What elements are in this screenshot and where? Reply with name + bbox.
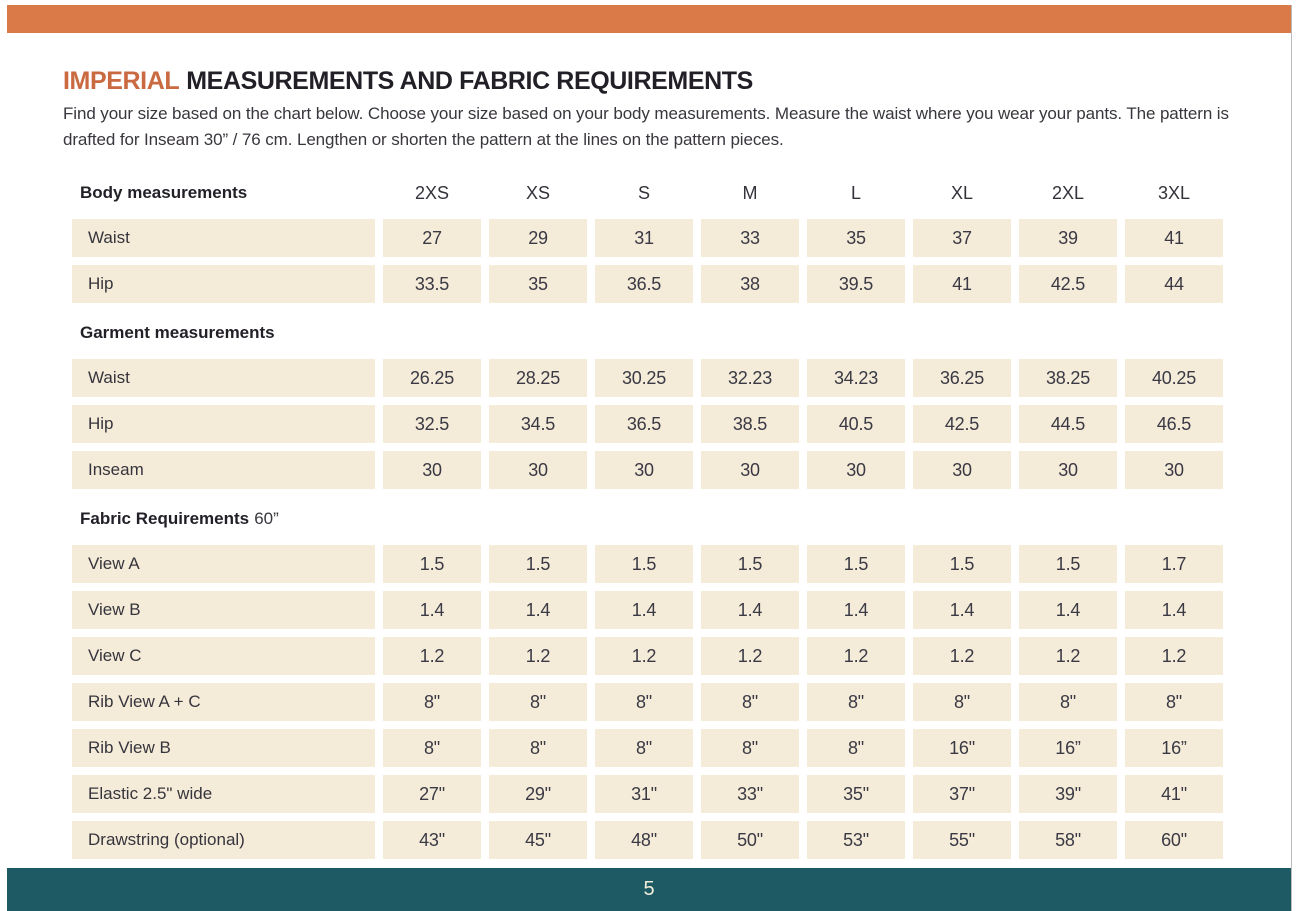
table-cell: 8" [383, 683, 481, 721]
table-cell: 50" [701, 821, 799, 859]
table-cell: 31 [595, 219, 693, 257]
table-cell: 41 [913, 265, 1011, 303]
table-cell: 46.5 [1125, 405, 1223, 443]
table-cell: 16” [1019, 729, 1117, 767]
table-cell: 30 [1019, 451, 1117, 489]
table-cell: 30 [701, 451, 799, 489]
table-row [72, 729, 1235, 767]
row-label: Waist [72, 359, 375, 397]
table-cell: 30 [913, 451, 1011, 489]
table-cell: 1.2 [807, 637, 905, 675]
row-label: Drawstring (optional) [72, 821, 375, 859]
row-label: View B [72, 591, 375, 629]
row-label: Hip [72, 405, 375, 443]
row-label: View A [72, 545, 375, 583]
title-highlight: IMPERIAL [63, 67, 180, 95]
row-label: Rib View B [72, 729, 375, 767]
table-cell: 39 [1019, 219, 1117, 257]
table-row [72, 591, 1235, 629]
table-cell: 8" [595, 729, 693, 767]
table-cell: 35 [807, 219, 905, 257]
table-row [72, 451, 1235, 489]
row-label: Hip [72, 265, 375, 303]
table-cell: 32.5 [383, 405, 481, 443]
table-cell: 1.2 [1125, 637, 1223, 675]
table-cell: 26.25 [383, 359, 481, 397]
table-row [72, 775, 1235, 813]
table-cell: 44.5 [1019, 405, 1117, 443]
table-cell: 41 [1125, 219, 1223, 257]
row-label: Inseam [72, 451, 375, 489]
table-cell: 33 [701, 219, 799, 257]
section-header-row [72, 319, 1235, 347]
table-cell: 1.2 [1019, 637, 1117, 675]
table-cell: 55" [913, 821, 1011, 859]
table-cell: 1.7 [1125, 545, 1223, 583]
table-cell: 40.25 [1125, 359, 1223, 397]
section-header-suffix: 60” [254, 509, 279, 528]
table-cell: 30 [807, 451, 905, 489]
table-cell: 8" [913, 683, 1011, 721]
table-cell: 1.4 [701, 591, 799, 629]
row-label: View C [72, 637, 375, 675]
table-cell: 1.5 [595, 545, 693, 583]
size-column-header: 2XS [414, 182, 450, 203]
table-cell: 33.5 [383, 265, 481, 303]
table-cell: 36.5 [595, 405, 693, 443]
page-title [63, 67, 1235, 96]
table-cell: 1.5 [1019, 545, 1117, 583]
size-column-header: XS [525, 182, 550, 203]
table-cell: 41" [1125, 775, 1223, 813]
table-cell: 1.4 [1019, 591, 1117, 629]
table-cell: 1.2 [701, 637, 799, 675]
table-cell: 1.2 [489, 637, 587, 675]
table-cell: 8" [701, 683, 799, 721]
table-cell: 8" [807, 729, 905, 767]
table-cell: 53" [807, 821, 905, 859]
table-cell: 1.4 [913, 591, 1011, 629]
table-cell: 35 [489, 265, 587, 303]
table-cell: 29 [489, 219, 587, 257]
table-cell: 43" [383, 821, 481, 859]
table-cell: 48" [595, 821, 693, 859]
table-cell: 38.5 [701, 405, 799, 443]
table-cell: 34.23 [807, 359, 905, 397]
table-cell: 1.4 [595, 591, 693, 629]
table-cell: 30 [383, 451, 481, 489]
table-row [72, 821, 1235, 859]
size-column-header: M [742, 182, 758, 203]
table-row [72, 545, 1235, 583]
section-header-row [72, 179, 1235, 207]
section-header-label: Garment measurements [80, 323, 275, 342]
table-cell: 16" [913, 729, 1011, 767]
table-row [72, 683, 1235, 721]
table-cell: 58" [1019, 821, 1117, 859]
page-content [7, 67, 1291, 859]
table-cell: 27 [383, 219, 481, 257]
section-header-label: Body measurements [80, 183, 248, 202]
table-cell: 38 [701, 265, 799, 303]
table-cell: 8" [1125, 683, 1223, 721]
table-cell: 36.5 [595, 265, 693, 303]
table-cell: 1.4 [383, 591, 481, 629]
row-label: Elastic 2.5" wide [72, 775, 375, 813]
table-cell: 8" [807, 683, 905, 721]
title-rest: MEASUREMENTS AND FABRIC REQUIREMENTS [186, 67, 753, 95]
table-cell: 1.4 [807, 591, 905, 629]
table-cell: 8" [383, 729, 481, 767]
top-accent-bar [7, 5, 1291, 33]
table-row [72, 637, 1235, 675]
table-cell: 1.5 [489, 545, 587, 583]
table-cell: 8" [1019, 683, 1117, 721]
section-header-row [72, 505, 1235, 533]
section-header-label: Fabric Requirements 60” [80, 509, 279, 528]
table-cell: 35" [807, 775, 905, 813]
table-cell: 1.5 [807, 545, 905, 583]
table-row [72, 219, 1235, 257]
row-label: Rib View A + C [72, 683, 375, 721]
table-cell: 38.25 [1019, 359, 1117, 397]
document-page [7, 5, 1292, 911]
table-cell: 39.5 [807, 265, 905, 303]
table-cell: 1.2 [383, 637, 481, 675]
table-cell: 1.4 [1125, 591, 1223, 629]
table-cell: 1.4 [489, 591, 587, 629]
table-cell: 60" [1125, 821, 1223, 859]
table-cell: 40.5 [807, 405, 905, 443]
table-cell: 42.5 [913, 405, 1011, 443]
size-column-header: 2XL [1051, 182, 1085, 203]
table-cell: 30 [1125, 451, 1223, 489]
size-column-header: 3XL [1157, 182, 1191, 203]
table-cell: 1.2 [913, 637, 1011, 675]
table-cell: 27" [383, 775, 481, 813]
table-cell: 8" [489, 683, 587, 721]
table-cell: 28.25 [489, 359, 587, 397]
intro-text: Find your size based on the chart below. Choose your size based on your body measurements. Measure the waist where you wear your pants. The pattern is drafted for Inseam 30” / 76 cm. Lengthen or shorten the pattern at the lines on the pattern pieces. [63, 104, 1229, 149]
table-cell: 31" [595, 775, 693, 813]
table-cell: 30 [489, 451, 587, 489]
table-cell: 8" [595, 683, 693, 721]
row-label: Waist [72, 219, 375, 257]
table-cell: 37 [913, 219, 1011, 257]
table-cell: 32.23 [701, 359, 799, 397]
table-cell: 44 [1125, 265, 1223, 303]
table-cell: 36.25 [913, 359, 1011, 397]
table-cell: 30.25 [595, 359, 693, 397]
table-cell: 1.2 [595, 637, 693, 675]
table-cell: 34.5 [489, 405, 587, 443]
table-cell: 1.5 [701, 545, 799, 583]
table-row [72, 359, 1235, 397]
table-cell: 29" [489, 775, 587, 813]
table-cell: 30 [595, 451, 693, 489]
size-column-header: XL [950, 182, 974, 203]
table-cell: 37" [913, 775, 1011, 813]
table-row [72, 265, 1235, 303]
size-chart-table [72, 179, 1235, 859]
table-cell: 45" [489, 821, 587, 859]
size-column-header: L [850, 182, 861, 203]
table-cell: 8" [701, 729, 799, 767]
table-cell: 1.5 [913, 545, 1011, 583]
size-column-header: S [637, 182, 650, 203]
table-cell: 1.5 [383, 545, 481, 583]
table-cell: 42.5 [1019, 265, 1117, 303]
table-cell: 16” [1125, 729, 1223, 767]
footer-bar [7, 868, 1291, 911]
table-cell: 39" [1019, 775, 1117, 813]
page-number: 5 [643, 878, 655, 900]
table-cell: 8" [489, 729, 587, 767]
table-row [72, 405, 1235, 443]
table-cell: 33" [701, 775, 799, 813]
